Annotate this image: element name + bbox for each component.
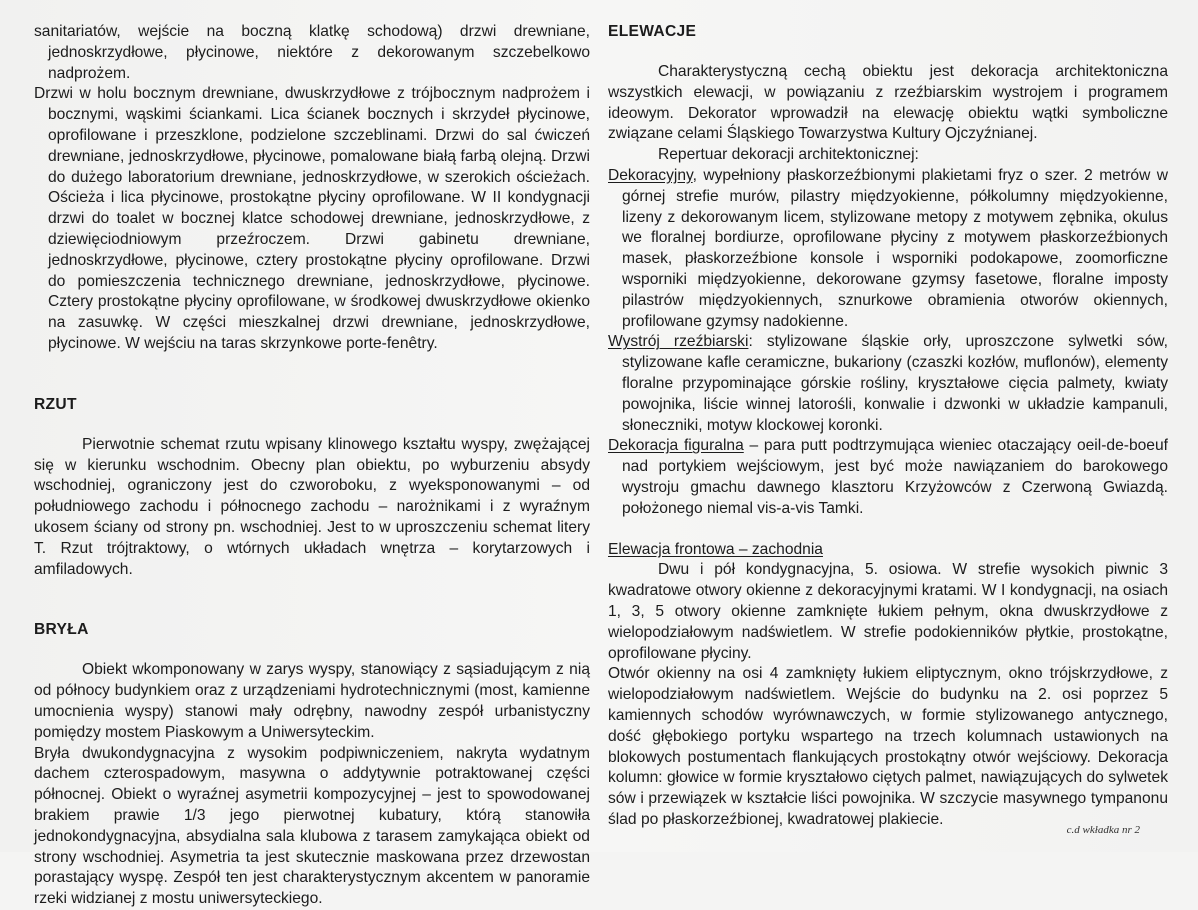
- spacer: [34, 415, 590, 435]
- rzut-heading: RZUT: [34, 395, 77, 413]
- continuation-note: c.d wkładka nr 2: [1066, 824, 1140, 836]
- dekoracyjny-paragraph: [608, 166, 1168, 332]
- figuralna-label: Dekoracja figuralna: [608, 437, 744, 455]
- spacer: [34, 640, 590, 660]
- repertuar-line: Repertuar dekoracji architektonicznej:: [658, 146, 919, 164]
- frontowa-heading: Elewacja frontowa – zachodnia: [608, 540, 823, 558]
- dekoracyjny-text: , wypełniony płaskorzeźbionymi plakietami fryz o szer. 2 metrów w górnej strefie murów, pilastry międzyokienne, półkolumny międzyokienne, lizeny z dekorowanym licem, stylizowane metopy z motywem zębnika, okulus we floralnej bordiurze, oprofilowane płyciny z motywem płaskorzeźbionych masek, płaskorzeźbione konsole i wsporniki podokapowe, zoomorficzne wsporniki międzyokienne, dekorowane gzymsy fasetowe, floralne imposty pilastrów międzyokiennych, sznurkowe obramienia otworów okiennych, profilowane gzymsy nadokienne.: [622, 166, 1168, 330]
- figuralna-paragraph: [608, 436, 1168, 519]
- spacer: [608, 42, 1168, 62]
- bryla-paragraph-2: Bryła dwukondygnacyjna z wysokim podpiwniczeniem, nakryta wydatnym dachem czterospadowym, masywna o addytywnie potraktowanej części północnej. Obiekt o wyraźnej asymetrii kompozycyjnej – jest to spowodowanej brakiem prawie 1/3 jego pierwotnej kubatury, którą stanowiła jednokondygnacyjna, absydialna sala klubowa z tarasem zamykająca obiekt od strony wschodniej. Asymetria ta jest skutecznie maskowana przez drzewostan porastający wyspę. Zespół ten jest charakterystycznym akcentem w panoramie rzeki widzianej z mostu uniwersyteckiego.: [34, 744, 590, 908]
- spacer: [34, 580, 590, 620]
- frontowa-paragraph-1: Dwu i pół kondygnacyjna, 5. osiowa. W strefie wysokich piwnic 3 kwadratowe otwory okienne z dekoracyjnymi kratami. W I kondygnacji, na osiach 1, 3, 5 otwory okienne zamknięte łukiem pełnym, okna dwuskrzydłowe z wielopodziałowym nadświetlem. W strefie podokienników płytkie, prostokątne, oprofilowane płyciny.: [608, 561, 1168, 662]
- rzut-paragraph: Pierwotnie schemat rzutu wpisany klinowego kształtu wyspy, zwężającej się w kierunku wschodnim. Obecny plan obiektu, po wyburzeniu absydy wschodniej, ograniczony jest do czworoboku, z wyeksponowanymi – od południowego zachodu i północnego zachodu – narożnikami i z wyraźnym ukosem ściany od strony pn. wschodniej. Jest to w uproszczeniu schemat litery T. Rzut trójtraktowy, o wtórnych układach wnętrza – korytarzowych i amfiladowych.: [34, 435, 590, 578]
- spacer: [608, 520, 1168, 540]
- intro-paragraph-1: sanitariatów, wejście na boczną klatkę schodową) drzwi drewniane, jednoskrzydłowe, płycinowe, niektóre z dekorowanym szczebelkowo nadprożem.: [34, 23, 590, 82]
- bryla-heading: BRYŁA: [34, 621, 89, 639]
- left-column: [34, 22, 590, 910]
- spacer: [34, 355, 590, 395]
- intro-paragraph-2: Drzwi w holu bocznym drewniane, dwuskrzydłowe z trójbocznym nadprożem i bocznymi, wąskimi ściankami. Lica ścianek bocznych i skrzydeł płycinowe, oprofilowane i przeszklone, podzielone szczeblinami. Drzwi do sal ćwiczeń drewniane, jednoskrzydłowe, płycinowe, pomalowane białą farbą olejną. Drzwi do dużego laboratorium drewniane, jednoskrzydłowe, w szerokich ościeżach. Ościeża i lica płycinowe, prostokątne płyciny oprofilowane. W II kondygnacji drzwi do toalet w bocznej klatce schodowej drewniane, jednoskrzydłowe, z dziewięciodniowym przeźroczem. Drzwi gabinetu drewniane, jednoskrzydłowe, płycinowe, cztery prostokątne płyciny oprofilowane. Drzwi do pomieszczenia technicznego drewniane, jednoskrzydłowe, płycinowe. Cztery prostokątne płyciny oprofilowane, w środkowej dwuskrzydłowe okienko na zasuwkę. W części mieszkalnej drzwi drewniane, jednoskrzydłowe, płycinowe. W wejściu na taras skrzynkowe porte-fenêtry.: [34, 85, 590, 352]
- wystroj-paragraph: [608, 332, 1168, 436]
- wystroj-label: Wystrój rzeźbiarski: [608, 333, 749, 351]
- elewacje-paragraph: Charakterystyczną cechą obiektu jest dekoracja architektoniczna wszystkich elewacji, w powiązaniu z rzeźbiarskim wystrojem i programem ideowym. Dekorator wprowadził na elewację obiektu wątki symboliczne związane celami Śląskiego Towarzystwa Kultury Ojczyźnianej.: [608, 63, 1168, 143]
- wystroj-text: : stylizowane śląskie orły, uproszczone sylwetki sów, stylizowane kafle ceramiczne, bukariony (czaszki kozłów, muflonów), elementy floralne przypominające górskie rośliny, kryształowe cięcia palmety, kwiaty powojnika, liście winnej latorośli, konwalie i dzwonki w układzie kampanuli, słoneczniki, motyw klockowej koronki.: [622, 333, 1168, 434]
- bryla-paragraph-1: Obiekt wkomponowany w zarys wyspy, stanowiący z sąsiadującym z nią od północy budynkiem oraz z urządzeniami hydrotechnicznymi (most, kamienne umocnienia wyspy) stanowi mały odrębny, nawodny zespół urbanistyczny pomiędzy mostem Piaskowym a Uniwersyteckim.: [34, 661, 590, 741]
- figuralna-text: – para putt podtrzymująca wieniec otaczający oeil-de-boeuf nad portykiem wejściowym, jest być może nawiązaniem do barokowego wystroju gmachu dawnego klasztoru Krzyżowców z Czerwoną Gwiazdą. położonego niemal vis-a-vis Tamki.: [622, 437, 1168, 517]
- frontowa-paragraph-2: Otwór okienny na osi 4 zamknięty łukiem eliptycznym, okno trójskrzydłowe, z wielopodziałowym nadświetlem. Wejście do budynku na 2. osi poprzez 5 kamiennych schodów wyrównawczych, w formie stylizowanego antycznego, dość głębokiego portyku wspartego na trzech kolumnach ustawionych na blokowych postumentach flankujących prostokątny otwór wejściowy. Dekoracja kolumn: głowice w formie kryształowo ciętych palmet, nawiązujących do sylwetek sów i przewiązek w kształcie liści powojnika. W szczycie masywnego tympanonu ślad po płaskorzeźbionej, kwadratowej plakiecie.: [608, 665, 1168, 828]
- right-column: [608, 22, 1168, 831]
- dekoracyjny-label: Dekoracyjny: [608, 166, 693, 184]
- elewacje-heading: ELEWACJE: [608, 23, 697, 40]
